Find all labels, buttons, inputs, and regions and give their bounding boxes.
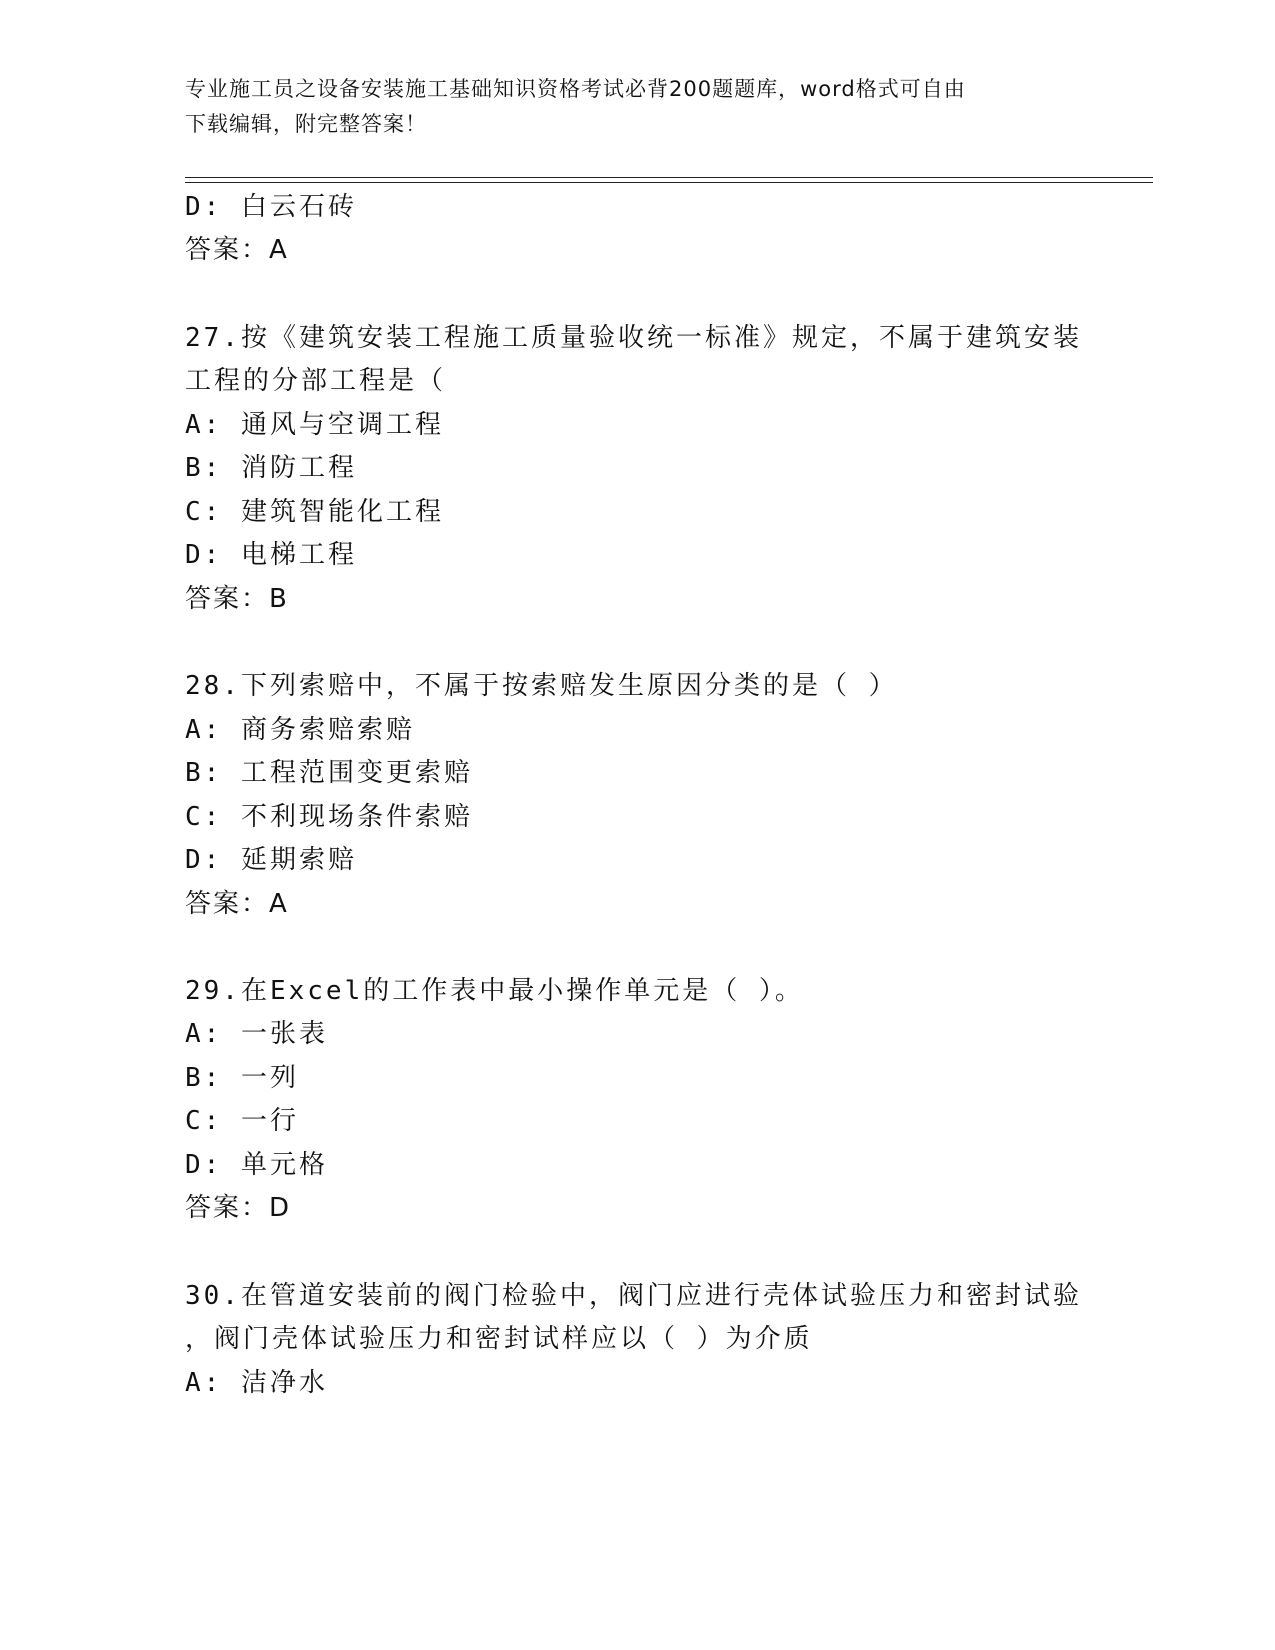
q30-stem-line-1: 30.在管道安装前的阀门检验中，阀门应进行壳体试验压力和密封试验 (185, 1281, 1082, 1311)
q29-stem-line-1: 29.在Excel的工作表中最小操作单元是（ ）。 (185, 976, 804, 1006)
q27-stem-line-1: 27.按《建筑安装工程施工质量验收统一标准》规定，不属于建筑安装 (185, 323, 1082, 353)
prev-answer: 答案：A (185, 235, 289, 265)
prev-option-d: D: 白云石砖 (185, 192, 357, 222)
q29-answer: 答案：D (185, 1193, 292, 1223)
q27-stem-line-2: 工程的分部工程是（ (185, 366, 447, 396)
q28-option-b: B: 工程范围变更索赔 (185, 758, 473, 788)
q29-option-b: B: 一列 (185, 1063, 299, 1093)
document-header (185, 72, 1065, 142)
q28-answer: 答案：A (185, 889, 289, 919)
q28-option-a: A: 商务索赔索赔 (185, 715, 415, 745)
q30-stem-line-2: ，阀门壳体试验压力和密封试样应以（ ）为介质 (185, 1324, 813, 1354)
q29-option-a: A: 一张表 (185, 1019, 328, 1049)
q29-option-c: C: 一行 (185, 1106, 299, 1136)
q28-option-d: D: 延期索赔 (185, 845, 357, 875)
header-divider-top (185, 177, 1153, 178)
q27-answer: 答案：B (185, 584, 289, 614)
q28-option-c: C: 不利现场条件索赔 (185, 802, 473, 832)
q27-option-a: A: 通风与空调工程 (185, 410, 444, 440)
header-line-1: 专业施工员之设备安装施工基础知识资格考试必背200题题库，word格式可自由 (185, 77, 966, 101)
header-divider-bottom (185, 182, 1153, 183)
q27-option-c: C: 建筑智能化工程 (185, 497, 444, 527)
q30-option-a: A: 洁净水 (185, 1368, 328, 1398)
q29-option-d: D: 单元格 (185, 1150, 328, 1180)
header-line-2: 下载编辑，附完整答案！ (185, 112, 427, 136)
q27-option-b: B: 消防工程 (185, 453, 357, 483)
q28-stem-line-1: 28.下列索赔中，不属于按索赔发生原因分类的是（ ） (185, 671, 898, 701)
q27-option-d: D: 电梯工程 (185, 540, 357, 570)
